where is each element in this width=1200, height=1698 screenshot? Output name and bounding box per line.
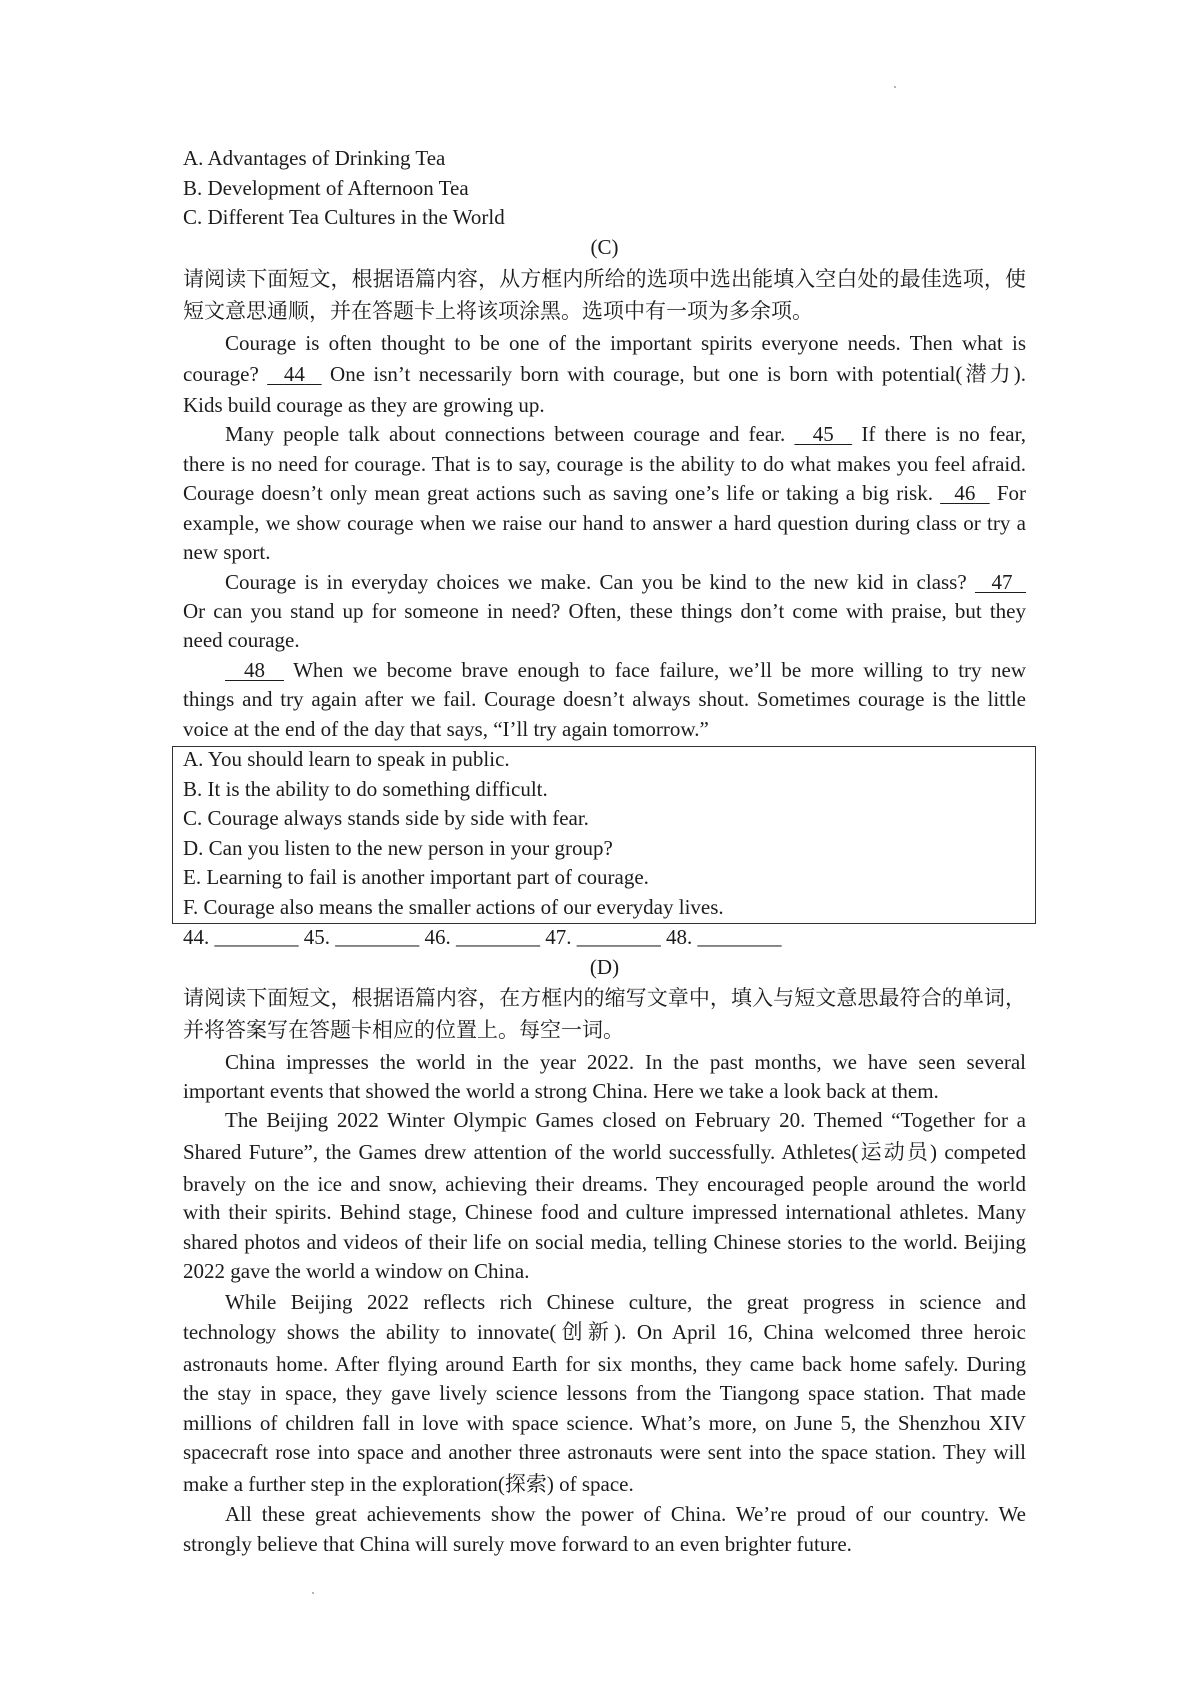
option-d: D. Can you listen to the new person in your group? (183, 836, 613, 860)
section-d-instruction-line: 并将答案写在答题卡相应的位置上。每空一词。 (183, 1018, 624, 1042)
passage-line: While Beijing 2022 reflects rich Chinese culture, the great progress in science and (225, 1290, 1026, 1314)
answer-blank-47 (975, 570, 1026, 594)
answer-blank-45 (794, 422, 852, 446)
passage-line: technology shows the ability to innovate(创新). On April 16, China welcomed three heroic (183, 1320, 1026, 1344)
previous-option-b: B. Development of Afternoon Tea (183, 176, 469, 200)
passage-line: shared photos and videos of their life on social media, telling Chinese stories to the world. Beijing (183, 1230, 1026, 1254)
passage-line: strongly believe that China will surely move forward to an even brighter future. (183, 1532, 852, 1556)
passage-line: millions of children fall in love with space science. What’s more, on June 5, the Shenzhou XIV (183, 1411, 1026, 1435)
scan-dot (894, 86, 896, 88)
blank-number: 48 (244, 658, 265, 682)
line-text: For (989, 481, 1026, 505)
line-text: Courage is in everyday choices we make. Can you be kind to the new kid in class? (225, 570, 975, 594)
option-e: E. Learning to fail is another important part of courage. (183, 865, 649, 889)
line-text: If there is no fear, (852, 422, 1027, 446)
previous-option-a: A. Advantages of Drinking Tea (183, 146, 446, 170)
section-c-instruction-line: 短文意思通顺，并在答题卡上将该项涂黑。选项中有一项为多余项。 (183, 299, 813, 323)
passage-line (183, 359, 1026, 389)
passage-line (183, 655, 1026, 685)
passage-line: The Beijing 2022 Winter Olympic Games closed on February 20. Themed “Together for a (225, 1108, 1026, 1132)
passage-line: voice at the end of the day that says, “I’ll try again tomorrow.” (183, 717, 709, 741)
option-c: C. Courage always stands side by side with fear. (183, 806, 589, 830)
passage-line: astronauts home. After flying around Earth for six months, they came back home safely. During (183, 1352, 1026, 1376)
passage-line: need courage. (183, 628, 300, 652)
line-text: One isn’t necessarily born with courage, but one is born with potential(潜力). (321, 362, 1026, 386)
passage-line: All these great achievements show the power of China. We’re proud of our country. We (225, 1502, 1026, 1526)
line-text: When we become brave enough to face failure, we’ll be more willing to try new (284, 658, 1027, 682)
blank-number: 46 (954, 481, 976, 505)
line-text: Many people talk about connections between courage and fear. (225, 422, 795, 446)
passage-line (183, 567, 1026, 597)
blank-number: 47 (991, 570, 1013, 594)
scan-dot (312, 1592, 314, 1594)
section-c-heading: (C) (590, 235, 619, 259)
blank-number: 45 (812, 422, 834, 446)
passage-line: Kids build courage as they are growing up. (183, 393, 545, 417)
passage-line: important events that showed the world a strong China. Here we take a look back at them. (183, 1079, 939, 1103)
passage-line: with their spirits. Behind stage, Chinese food and culture impressed international athletes. Many (183, 1200, 1026, 1224)
blank-number: 44 (283, 362, 305, 386)
line-text: courage? (183, 362, 268, 386)
passage-line (183, 478, 1026, 508)
passage-line (183, 419, 1026, 449)
option-f: F. Courage also means the smaller actions of our everyday lives. (183, 895, 724, 919)
passage-line: Courage is often thought to be one of the important spirits everyone needs. Then what is (225, 331, 1026, 355)
passage-line: things and try again after we fail. Courage doesn’t always shout. Sometimes courage is the little (183, 687, 1026, 711)
passage-line: China impresses the world in the year 2022. In the past months, we have seen several (225, 1050, 1026, 1074)
passage-line: example, we show courage when we raise our hand to answer a hard question during class or try a (183, 511, 1026, 535)
previous-option-c: C. Different Tea Cultures in the World (183, 205, 505, 229)
passage-line: there is no need for courage. That is to say, courage is the ability to do what makes you feel afraid. (183, 452, 1026, 476)
answer-line: 44. ________ 45. ________ 46. ________ 47. ________ 48. ________ (183, 925, 782, 949)
passage-line: bravely on the ice and snow, achieving their dreams. They encouraged people around the world (183, 1172, 1026, 1196)
option-b: B. It is the ability to do something difficult. (183, 777, 548, 801)
line-text: Courage doesn’t only mean great actions such as saving one’s life or taking a big risk. (183, 481, 941, 505)
section-d-instruction-line: 请阅读下面短文，根据语篇内容，在方框内的缩写文章中，填入与短文意思最符合的单词， (183, 986, 1026, 1010)
passage-line: 2022 gave the world a window on China. (183, 1259, 530, 1283)
answer-blank-48 (225, 658, 284, 682)
passage-line: Shared Future”, the Games drew attention of the world successfully. Athletes(运动员) competed (183, 1140, 1026, 1164)
answer-blank-46 (940, 481, 990, 505)
passage-line: make a further step in the exploration(探索) of space. (183, 1472, 634, 1496)
passage-line: Or can you stand up for someone in need? Often, these things don’t come with praise, but they (183, 599, 1026, 623)
section-d-heading: (D) (589, 955, 620, 979)
section-c-instruction-line: 请阅读下面短文，根据语篇内容，从方框内所给的选项中选出能填入空白处的最佳选项，使 (183, 267, 1026, 291)
answer-blank-44 (267, 362, 322, 386)
passage-line: the stay in space, they gave lively science lessons from the Tiangong space station. That made (183, 1381, 1026, 1405)
option-a: A. You should learn to speak in public. (183, 747, 510, 771)
passage-line: new sport. (183, 540, 271, 564)
passage-line: spacecraft rose into space and another three astronauts were sent into the space station. They will (183, 1440, 1026, 1464)
